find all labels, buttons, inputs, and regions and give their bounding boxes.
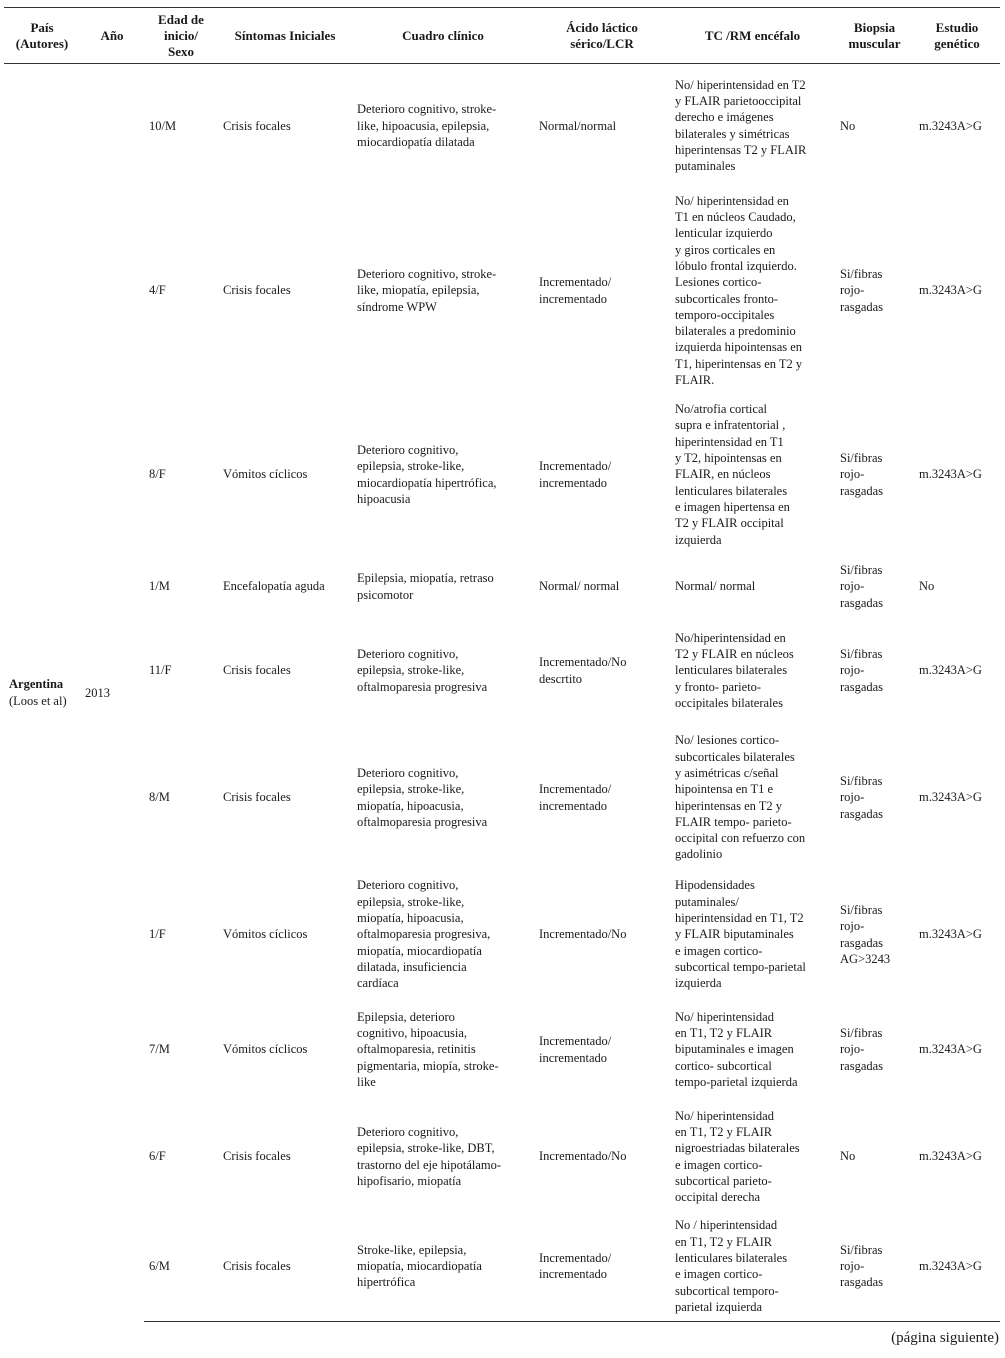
cell-estudio: m.3243A>G	[919, 283, 982, 298]
cell-cuadro: Deterioro cognitivo, epilepsia, stroke-like, miopatía, hipoacusia, oftalmoparesia progresiva	[357, 765, 488, 829]
cell-biopsia: Si/fibras rojo- rasgadas	[840, 563, 884, 610]
cell-estudio: m.3243A>G	[919, 118, 982, 133]
cell-estudio: m.3243A>G	[914, 1212, 1000, 1322]
cell-biopsia: Si/fibras rojo- rasgadas	[840, 267, 884, 314]
cell-tc: No / hiperintensidad en T1, T2 y FLAIR lenticulares bilaterales e imagen cortico- subcortical temporo- parietal izquierda	[670, 1212, 835, 1322]
header-sintomas: Síntomas Iniciales	[218, 8, 352, 64]
cell-sintomas: Crisis focales	[223, 118, 291, 133]
cell-edad: 8/F	[149, 467, 166, 482]
table-row	[4, 618, 1000, 724]
cell-estudio: m.3243A>G	[919, 467, 982, 482]
cell-tc: No/ lesiones cortico- subcorticales bilaterales y asimétricas c/señal hipointensa en T1 e hiperintensas en T2 y FLAIR tempo- parieto- occipital con refuerzo con gadolinio	[675, 733, 806, 862]
cell-cuadro: Deterioro cognitivo, epilepsia, stroke-like, miopatía, hipoacusia, oftalmoparesia progresiva, miopatía, miocardiopatía dilatada, insuficiencia cardíaca	[357, 878, 491, 991]
cell-cuadro: Deterioro cognitivo, epilepsia, stroke-like, DBT, trastorno del eje hipotálamo- hipofisario, miopatía	[357, 1124, 502, 1188]
country-cell	[4, 64, 80, 1322]
cell-edad: 4/F	[149, 283, 166, 298]
table-row	[4, 1102, 1000, 1212]
cell-biopsia: No	[840, 1149, 856, 1164]
year-cell: 2013	[85, 685, 110, 700]
table-body	[4, 64, 1000, 1322]
header-pais: País (Autores)	[4, 8, 80, 64]
cell-acido: Incrementado/No	[539, 927, 627, 942]
cell-cuadro: Stroke-like, epilepsia, miopatía, miocardiopatía hipertrófica	[352, 1212, 534, 1322]
cell-cuadro: Epilepsia, deterioro cognitivo, hipoacusia, oftalmoparesia, retinitis pigmentaria, miopía, stroke- like	[357, 1009, 499, 1089]
cell-tc: No/hiperintensidad en T2 y FLAIR en núcleos lenticulares bilaterales y fronto- parieto- occipitales bilaterales	[675, 630, 794, 710]
cell-biopsia: Si/fibras rojo- rasgadas	[840, 451, 884, 498]
cell-edad: 6/M	[144, 1212, 218, 1322]
cell-edad: 6/F	[149, 1149, 166, 1164]
table-row	[4, 998, 1000, 1102]
cell-sintomas: Encefalopatía aguda	[223, 579, 325, 594]
cell-acido: Incrementado/No	[539, 1149, 627, 1164]
cell-tc: No/ hiperintensidad en T1, T2 y FLAIR biputaminales e imagen cortico- subcortical tempo-parietal izquierda	[675, 1009, 798, 1089]
table-row	[4, 556, 1000, 618]
cell-cuadro: Deterioro cognitivo, stroke- like, hipoacusia, epilepsia, miocardiopatía dilatada	[357, 102, 497, 149]
cell-tc: Hipodensidades putaminales/ hiperintensidad en T1, T2 y FLAIR biputaminales e imagen cortico- subcortical tempo-parietal izquierda	[675, 878, 806, 991]
table-row	[4, 64, 1000, 188]
cell-cuadro: Deterioro cognitivo, epilepsia, stroke-like, miocardiopatía hipertrófica, hipoacusia	[357, 442, 497, 506]
cell-edad: 8/M	[149, 790, 170, 805]
header-acido: Ácido láctico sérico/LCR	[534, 8, 670, 64]
cell-acido: Normal/normal	[539, 118, 617, 133]
cell-estudio: m.3243A>G	[919, 1042, 982, 1057]
cell-edad: 1/F	[149, 927, 166, 942]
cell-acido: Incrementado/No descrtito	[539, 655, 627, 686]
cell-tc: Normal/ normal	[675, 579, 756, 594]
header-tc: TC /RM encéfalo	[670, 8, 835, 64]
cell-biopsia: No	[840, 118, 856, 133]
cell-sintomas: Vómitos cíclicos	[223, 927, 308, 942]
cell-sintomas: Crisis focales	[223, 283, 291, 298]
cell-tc: No/ hiperintensidad en T2 y FLAIR parietooccipital derecho e imágenes bilaterales y simétricas hiperintensas T2 y FLAIR putaminales	[675, 77, 807, 174]
table-row	[4, 724, 1000, 872]
cell-edad: 11/F	[149, 663, 172, 678]
cell-biopsia: Si/fibras rojo- rasgadas	[840, 647, 884, 694]
cell-estudio: m.3243A>G	[919, 663, 982, 678]
table-row	[4, 1212, 1000, 1322]
cell-sintomas: Crisis focales	[223, 663, 291, 678]
cell-biopsia: Si/fibras rojo- rasgadas	[840, 774, 884, 821]
cell-estudio: m.3243A>G	[919, 1149, 982, 1164]
header-cuadro: Cuadro clínico	[352, 8, 534, 64]
cell-acido: Normal/ normal	[539, 579, 620, 594]
next-page-note: (página siguiente)	[891, 1330, 999, 1346]
cell-acido: Incrementado/ incrementado	[534, 1212, 670, 1322]
cell-sintomas: Crisis focales	[223, 790, 291, 805]
clinical-cases-table	[4, 7, 1000, 1322]
cell-sintomas: Crisis focales	[223, 1149, 291, 1164]
table-row	[4, 872, 1000, 998]
header-edad: Edad de inicio/ Sexo	[144, 8, 218, 64]
header-estudio: Estudio genético	[914, 8, 1000, 64]
cell-tc: No/ hiperintensidad en T1 en núcleos Caudado, lenticular izquierdo y giros corticales en lóbulo frontal izquierdo. Lesiones cortico- subcorticales fronto- temporo-occipitales bilaterales a predominio izquierda hipointensas en T1, hiperintensas en T2 y FLAIR.	[675, 193, 803, 387]
cell-acido: Incrementado/ incrementado	[539, 459, 612, 490]
cell-biopsia: Si/fibras rojo- rasgadas	[840, 1026, 884, 1073]
cell-sintomas: Vómitos cíclicos	[223, 1042, 308, 1057]
table-header	[4, 8, 1000, 64]
cell-cuadro: Deterioro cognitivo, epilepsia, stroke-like, oftalmoparesia progresiva	[357, 647, 488, 694]
authors: (Loos et al)	[9, 693, 67, 708]
cell-acido: Incrementado/ incrementado	[539, 1034, 612, 1065]
cell-tc: No/atrofia cortical supra e infratentorial , hiperintensidad en T1 y T2, hipointensas en FLAIR, en núcleos lenticulares bilaterales e imagen hipertensa en T2 y FLAIR occipital izquierda	[675, 402, 790, 547]
table-row	[4, 394, 1000, 556]
header-biopsia: Biopsia muscular	[835, 8, 914, 64]
cell-sintomas: Crisis focales	[218, 1212, 352, 1322]
cell-estudio: m.3243A>G	[919, 790, 982, 805]
table-row	[4, 188, 1000, 394]
cell-tc: No/ hiperintensidad en T1, T2 y FLAIR nigroestriadas bilaterales e imagen cortico- subcortical parieto- occipital derecha	[675, 1108, 800, 1205]
country-name: Argentina	[9, 677, 64, 692]
cell-biopsia: Si/fibras rojo- rasgadas	[835, 1212, 914, 1322]
cell-edad: 10/M	[149, 118, 177, 133]
cell-cuadro: Deterioro cognitivo, stroke- like, miopatía, epilepsia, síndrome WPW	[357, 267, 497, 314]
cell-estudio: m.3243A>G	[919, 927, 982, 942]
cell-edad: 1/M	[149, 579, 170, 594]
cell-biopsia: Si/fibras rojo- rasgadas AG>3243	[840, 902, 891, 966]
header-anio: Año	[80, 8, 144, 64]
cell-acido: Incrementado/ incrementado	[539, 782, 612, 813]
cell-estudio: No	[919, 579, 935, 594]
cell-cuadro: Epilepsia, miopatía, retraso psicomotor	[357, 571, 494, 602]
cell-sintomas: Vómitos cíclicos	[223, 467, 308, 482]
cell-edad: 7/M	[149, 1042, 170, 1057]
cell-acido: Incrementado/ incrementado	[539, 275, 612, 306]
